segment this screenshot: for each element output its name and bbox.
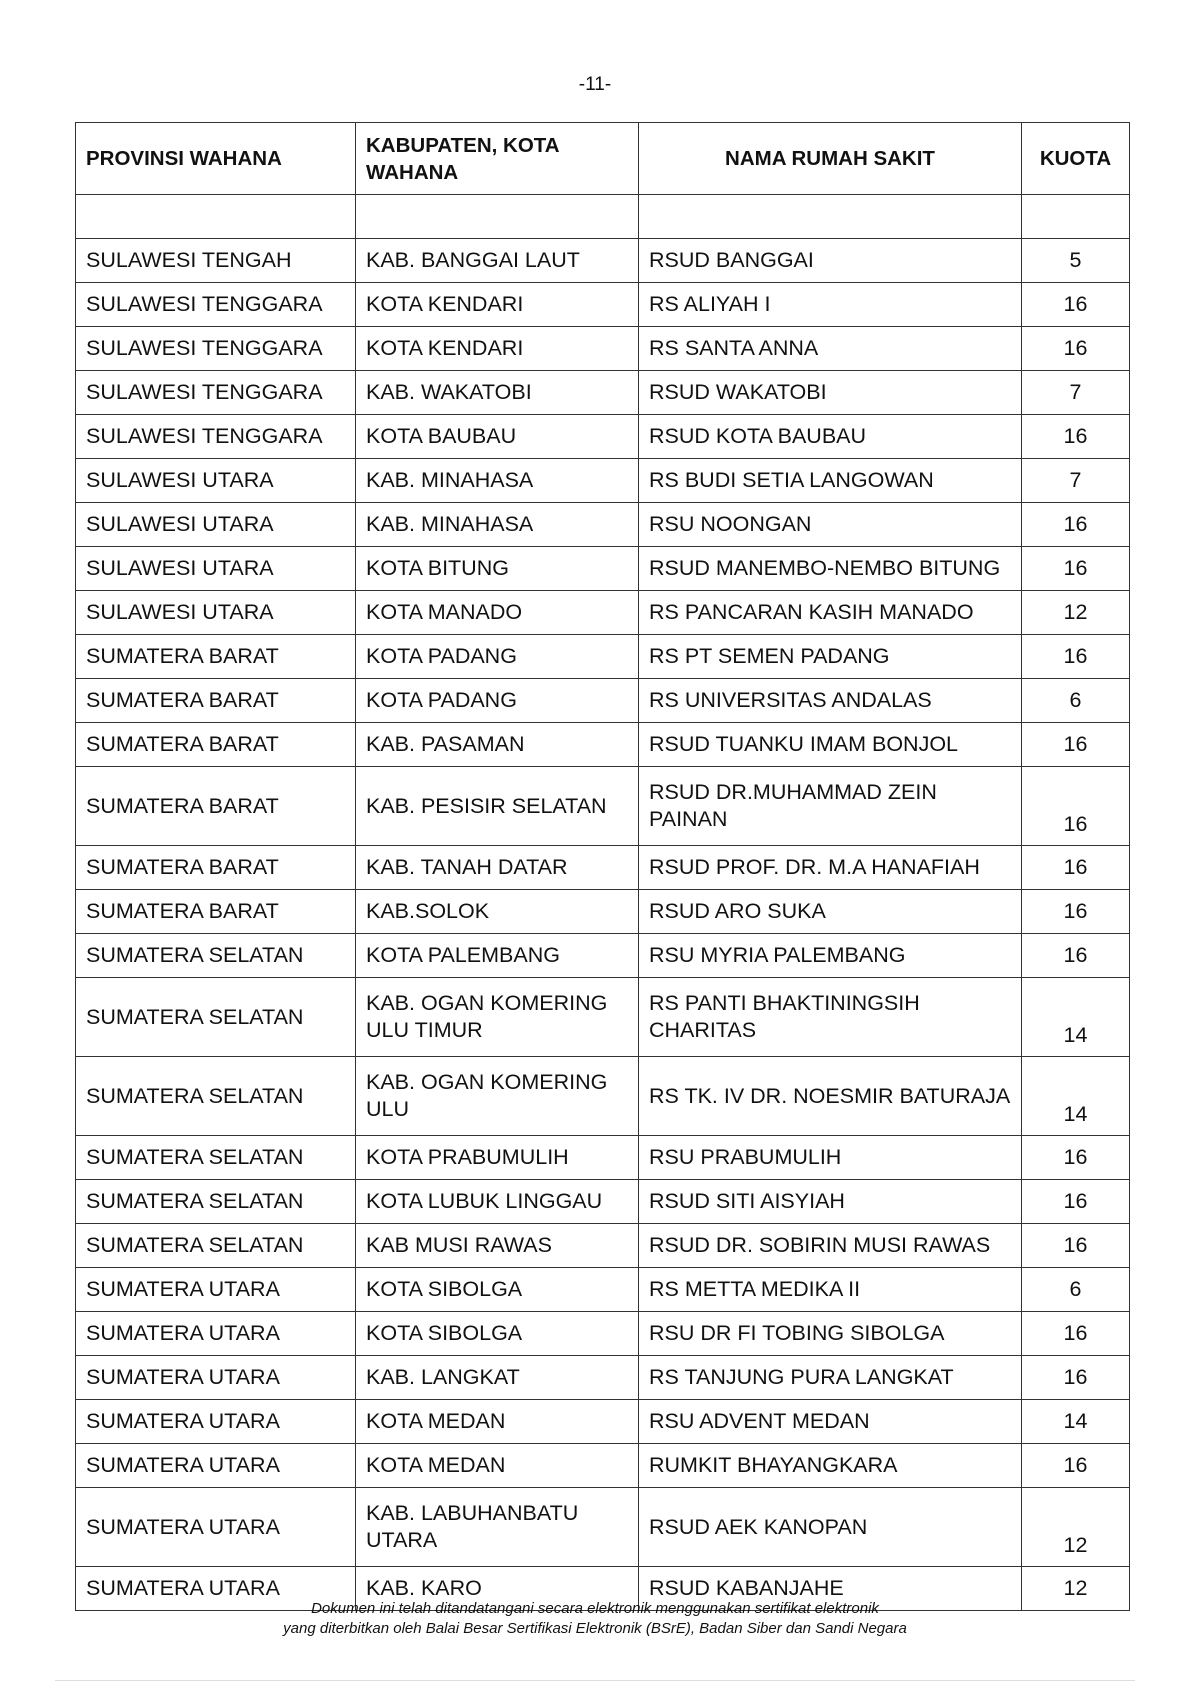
cell-kuota: 16	[1022, 283, 1130, 327]
cell-kabupaten: KOTA PADANG	[356, 635, 639, 679]
cell-kuota: 12	[1022, 1567, 1130, 1611]
cell-rumah-sakit: RSU PRABUMULIH	[639, 1136, 1022, 1180]
cell-kuota: 16	[1022, 327, 1130, 371]
cell-kabupaten: KOTA MEDAN	[356, 1444, 639, 1488]
cell-kuota: 12	[1022, 591, 1130, 635]
table-row	[76, 547, 1130, 591]
cell-kabupaten: KAB. MINAHASA	[356, 503, 639, 547]
cell-kabupaten: KAB. WAKATOBI	[356, 371, 639, 415]
table-row	[76, 846, 1130, 890]
cell-kabupaten: KAB MUSI RAWAS	[356, 1224, 639, 1268]
cell-provinsi: SUMATERA SELATAN	[76, 934, 356, 978]
table-row	[76, 1488, 1130, 1567]
table-row	[76, 503, 1130, 547]
cell-kabupaten: KOTA BAUBAU	[356, 415, 639, 459]
cell-rumah-sakit: RSU DR FI TOBING SIBOLGA	[639, 1312, 1022, 1356]
cell-provinsi: SULAWESI UTARA	[76, 459, 356, 503]
table-row	[76, 1180, 1130, 1224]
cell-kabupaten: KAB. TANAH DATAR	[356, 846, 639, 890]
cell-kabupaten: KAB. LABUHANBATU UTARA	[356, 1488, 639, 1567]
table-row	[76, 591, 1130, 635]
footer-divider	[55, 1680, 1135, 1681]
cell-rumah-sakit: RSUD PROF. DR. M.A HANAFIAH	[639, 846, 1022, 890]
cell-provinsi: SULAWESI UTARA	[76, 503, 356, 547]
cell-provinsi: SUMATERA SELATAN	[76, 1136, 356, 1180]
cell-kuota: 16	[1022, 1356, 1130, 1400]
cell-rumah-sakit: RS UNIVERSITAS ANDALAS	[639, 679, 1022, 723]
table-row	[76, 1312, 1130, 1356]
cell-provinsi: SUMATERA BARAT	[76, 723, 356, 767]
cell-provinsi: SUMATERA BARAT	[76, 846, 356, 890]
header-kabupaten: KABUPATEN, KOTA WAHANA	[356, 123, 639, 195]
cell-kuota: 16	[1022, 503, 1130, 547]
cell-kuota: 16	[1022, 767, 1130, 846]
cell-kabupaten: KAB.SOLOK	[356, 890, 639, 934]
cell-provinsi: SUMATERA SELATAN	[76, 1224, 356, 1268]
table-row	[76, 1057, 1130, 1136]
cell-provinsi: SUMATERA UTARA	[76, 1567, 356, 1611]
cell-kuota: 6	[1022, 1268, 1130, 1312]
cell-kabupaten: KOTA KENDARI	[356, 327, 639, 371]
cell-rumah-sakit: RSUD WAKATOBI	[639, 371, 1022, 415]
table-row	[76, 371, 1130, 415]
cell-rumah-sakit: RSUD KABANJAHE	[639, 1567, 1022, 1611]
cell-provinsi: SUMATERA SELATAN	[76, 1180, 356, 1224]
cell-rumah-sakit: RS SANTA ANNA	[639, 327, 1022, 371]
cell-rumah-sakit: RSU NOONGAN	[639, 503, 1022, 547]
cell-provinsi: SULAWESI TENGGARA	[76, 283, 356, 327]
cell-kabupaten: KAB. PASAMAN	[356, 723, 639, 767]
cell-kuota: 16	[1022, 547, 1130, 591]
empty-cell	[76, 195, 356, 239]
cell-kuota: 12	[1022, 1488, 1130, 1567]
cell-provinsi: SULAWESI TENGGARA	[76, 327, 356, 371]
table-row	[76, 679, 1130, 723]
cell-rumah-sakit: RS TANJUNG PURA LANGKAT	[639, 1356, 1022, 1400]
table-row	[76, 283, 1130, 327]
cell-rumah-sakit: RSU MYRIA PALEMBANG	[639, 934, 1022, 978]
table-row	[76, 934, 1130, 978]
cell-kabupaten: KAB. KARO	[356, 1567, 639, 1611]
cell-kuota: 16	[1022, 1312, 1130, 1356]
table-row	[76, 1136, 1130, 1180]
cell-kabupaten: KOTA BITUNG	[356, 547, 639, 591]
cell-kabupaten: KOTA SIBOLGA	[356, 1268, 639, 1312]
table-row	[76, 1356, 1130, 1400]
cell-provinsi: SULAWESI TENGAH	[76, 239, 356, 283]
cell-kuota: 14	[1022, 1400, 1130, 1444]
empty-row	[76, 195, 1130, 239]
cell-rumah-sakit: RSUD MANEMBO-NEMBO BITUNG	[639, 547, 1022, 591]
table-row	[76, 978, 1130, 1057]
cell-kabupaten: KAB. BANGGAI LAUT	[356, 239, 639, 283]
cell-kabupaten: KOTA PADANG	[356, 679, 639, 723]
cell-kuota: 16	[1022, 1180, 1130, 1224]
hospital-quota-table	[75, 122, 1130, 1611]
cell-provinsi: SUMATERA BARAT	[76, 635, 356, 679]
cell-provinsi: SUMATERA UTARA	[76, 1400, 356, 1444]
table-row	[76, 767, 1130, 846]
cell-provinsi: SULAWESI UTARA	[76, 547, 356, 591]
cell-kabupaten: KOTA MEDAN	[356, 1400, 639, 1444]
cell-kuota: 16	[1022, 415, 1130, 459]
cell-provinsi: SUMATERA SELATAN	[76, 1057, 356, 1136]
header-rumah-sakit: NAMA RUMAH SAKIT	[639, 123, 1022, 195]
table-row	[76, 1224, 1130, 1268]
cell-kuota: 7	[1022, 459, 1130, 503]
cell-provinsi: SULAWESI TENGGARA	[76, 371, 356, 415]
table-row	[76, 1268, 1130, 1312]
cell-rumah-sakit: RS TK. IV DR. NOESMIR BATURAJA	[639, 1057, 1022, 1136]
cell-kuota: 16	[1022, 1444, 1130, 1488]
cell-kabupaten: KAB. OGAN KOMERING ULU	[356, 1057, 639, 1136]
cell-kabupaten: KOTA PRABUMULIH	[356, 1136, 639, 1180]
cell-provinsi: SUMATERA BARAT	[76, 890, 356, 934]
table-body	[76, 195, 1130, 1611]
empty-cell	[356, 195, 639, 239]
empty-cell	[639, 195, 1022, 239]
cell-rumah-sakit: RSUD KOTA BAUBAU	[639, 415, 1022, 459]
cell-rumah-sakit: RS PANTI BHAKTININGSIH CHARITAS	[639, 978, 1022, 1057]
table-row	[76, 327, 1130, 371]
cell-provinsi: SUMATERA UTARA	[76, 1268, 356, 1312]
footer-line-1: Dokumen ini telah ditandatangani secara elektronik menggunakan sertifikat elektronik	[311, 1600, 879, 1617]
cell-kabupaten: KOTA PALEMBANG	[356, 934, 639, 978]
table-row	[76, 459, 1130, 503]
cell-kuota: 14	[1022, 978, 1130, 1057]
cell-kuota: 14	[1022, 1057, 1130, 1136]
table-row	[76, 723, 1130, 767]
page-number: -11-	[578, 74, 612, 95]
cell-provinsi: SULAWESI TENGGARA	[76, 415, 356, 459]
cell-kabupaten: KAB. OGAN KOMERING ULU TIMUR	[356, 978, 639, 1057]
cell-rumah-sakit: RS BUDI SETIA LANGOWAN	[639, 459, 1022, 503]
cell-rumah-sakit: RSU ADVENT MEDAN	[639, 1400, 1022, 1444]
table-row	[76, 1444, 1130, 1488]
table-row	[76, 635, 1130, 679]
cell-rumah-sakit: RS PANCARAN KASIH MANADO	[639, 591, 1022, 635]
empty-cell	[1022, 195, 1130, 239]
cell-provinsi: SUMATERA SELATAN	[76, 978, 356, 1057]
cell-rumah-sakit: RSUD SITI AISYIAH	[639, 1180, 1022, 1224]
cell-rumah-sakit: RSUD ARO SUKA	[639, 890, 1022, 934]
cell-kuota: 16	[1022, 934, 1130, 978]
cell-rumah-sakit: RUMKIT BHAYANGKARA	[639, 1444, 1022, 1488]
cell-kuota: 7	[1022, 371, 1130, 415]
table-row	[76, 1400, 1130, 1444]
cell-kabupaten: KOTA SIBOLGA	[356, 1312, 639, 1356]
header-kuota: KUOTA	[1022, 123, 1130, 195]
cell-kabupaten: KOTA LUBUK LINGGAU	[356, 1180, 639, 1224]
cell-kuota: 6	[1022, 679, 1130, 723]
cell-provinsi: SUMATERA UTARA	[76, 1488, 356, 1567]
table-row	[76, 239, 1130, 283]
cell-kuota: 16	[1022, 1224, 1130, 1268]
cell-rumah-sakit: RSUD BANGGAI	[639, 239, 1022, 283]
cell-rumah-sakit: RSUD AEK KANOPAN	[639, 1488, 1022, 1567]
cell-kuota: 16	[1022, 846, 1130, 890]
cell-rumah-sakit: RS PT SEMEN PADANG	[639, 635, 1022, 679]
header-provinsi: PROVINSI WAHANA	[76, 123, 356, 195]
cell-kabupaten: KOTA KENDARI	[356, 283, 639, 327]
footer-line-2: yang diterbitkan oleh Balai Besar Sertifikasi Elektronik (BSrE), Badan Siber dan Sandi Negara	[283, 1620, 907, 1637]
cell-kabupaten: KAB. MINAHASA	[356, 459, 639, 503]
e-signature-footer	[0, 1599, 1190, 1639]
cell-provinsi: SUMATERA UTARA	[76, 1444, 356, 1488]
cell-rumah-sakit: RSUD DR.MUHAMMAD ZEIN PAINAN	[639, 767, 1022, 846]
cell-provinsi: SUMATERA BARAT	[76, 679, 356, 723]
cell-rumah-sakit: RSUD DR. SOBIRIN MUSI RAWAS	[639, 1224, 1022, 1268]
cell-kabupaten: KAB. LANGKAT	[356, 1356, 639, 1400]
cell-kabupaten: KAB. PESISIR SELATAN	[356, 767, 639, 846]
table-row	[76, 890, 1130, 934]
cell-provinsi: SUMATERA UTARA	[76, 1312, 356, 1356]
cell-kabupaten: KOTA MANADO	[356, 591, 639, 635]
cell-rumah-sakit: RS ALIYAH I	[639, 283, 1022, 327]
cell-rumah-sakit: RSUD TUANKU IMAM BONJOL	[639, 723, 1022, 767]
table-header-row	[76, 123, 1130, 195]
cell-kuota: 16	[1022, 635, 1130, 679]
cell-provinsi: SUMATERA BARAT	[76, 767, 356, 846]
cell-kuota: 16	[1022, 723, 1130, 767]
cell-kuota: 16	[1022, 1136, 1130, 1180]
cell-kuota: 16	[1022, 890, 1130, 934]
cell-provinsi: SULAWESI UTARA	[76, 591, 356, 635]
cell-kuota: 5	[1022, 239, 1130, 283]
table-row	[76, 415, 1130, 459]
cell-rumah-sakit: RS METTA MEDIKA II	[639, 1268, 1022, 1312]
cell-provinsi: SUMATERA UTARA	[76, 1356, 356, 1400]
